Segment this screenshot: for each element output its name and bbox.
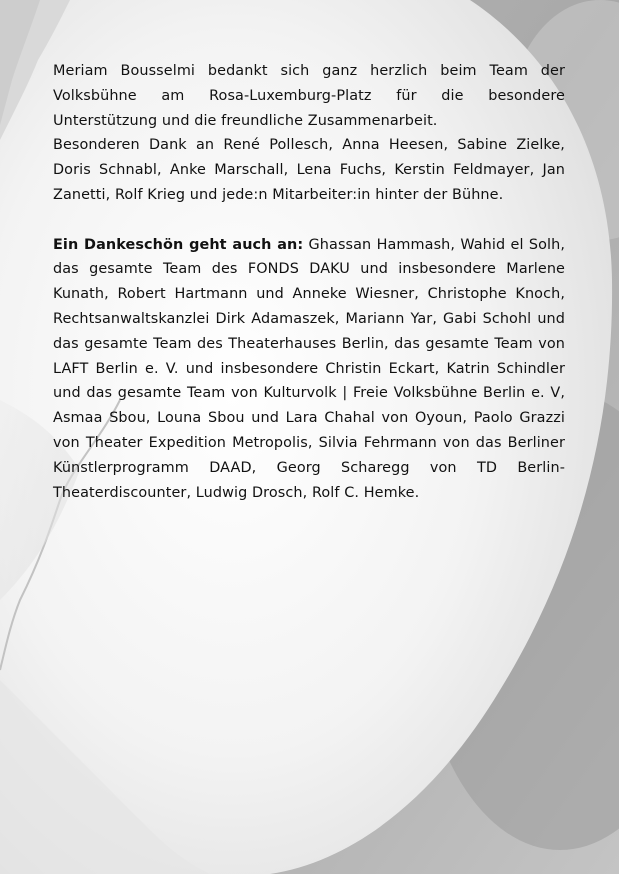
further-thanks-lead: Ein Dankeschön geht auch an: (53, 236, 304, 253)
paragraph-spacer (53, 208, 565, 233)
acknowledgements-text (53, 59, 565, 505)
special-thanks-paragraph: Besonderen Dank an René Pollesch, Anna Heesen, Sabine Zielke, Doris Schnabl, Anke Marschall, Lena Fuchs, Kerstin Feldmayer, Jan Zanetti, Rolf Krieg und jede:n Mitarbeiter:in hinter der Bühne. (53, 137, 565, 203)
further-thanks-paragraph (53, 233, 565, 506)
further-thanks-body: Ghassan Hammash, Wahid el Solh, das gesamte Team des FONDS DAKU und insbesondere Marlene Kunath, Robert Hartmann und Anneke Wiesner, Christophe Knoch, Rechtsanwaltskanzlei Dirk Adamaszek, Mariann Yar, Gabi Schohl und das gesamte Team des Theaterhauses Berlin, das gesamte Team von LAFT Berlin e. V. und insbesondere Christin Eckart, Katrin Schindler und das gesamte Team von Kulturvolk | Freie Volksbühne Berlin e. V, Asmaa Sbou, Louna Sbou und Lara Chahal von Oyoun, Paolo Grazzi von Theater Expedition Metropolis, Silvia Fehrmann von das Berliner Künstlerprogramm DAAD, Georg Scharegg von TD Berlin-Theaterdiscounter, Ludwig Drosch, Rolf C. Hemke. (53, 236, 565, 501)
thanks-volksbuehne-paragraph: Meriam Bousselmi bedankt sich ganz herzlich beim Team der Volksbühne am Rosa-Luxemburg-Platz für die besondere Unterstützung und die freundliche Zusammenarbeit. (53, 63, 565, 129)
